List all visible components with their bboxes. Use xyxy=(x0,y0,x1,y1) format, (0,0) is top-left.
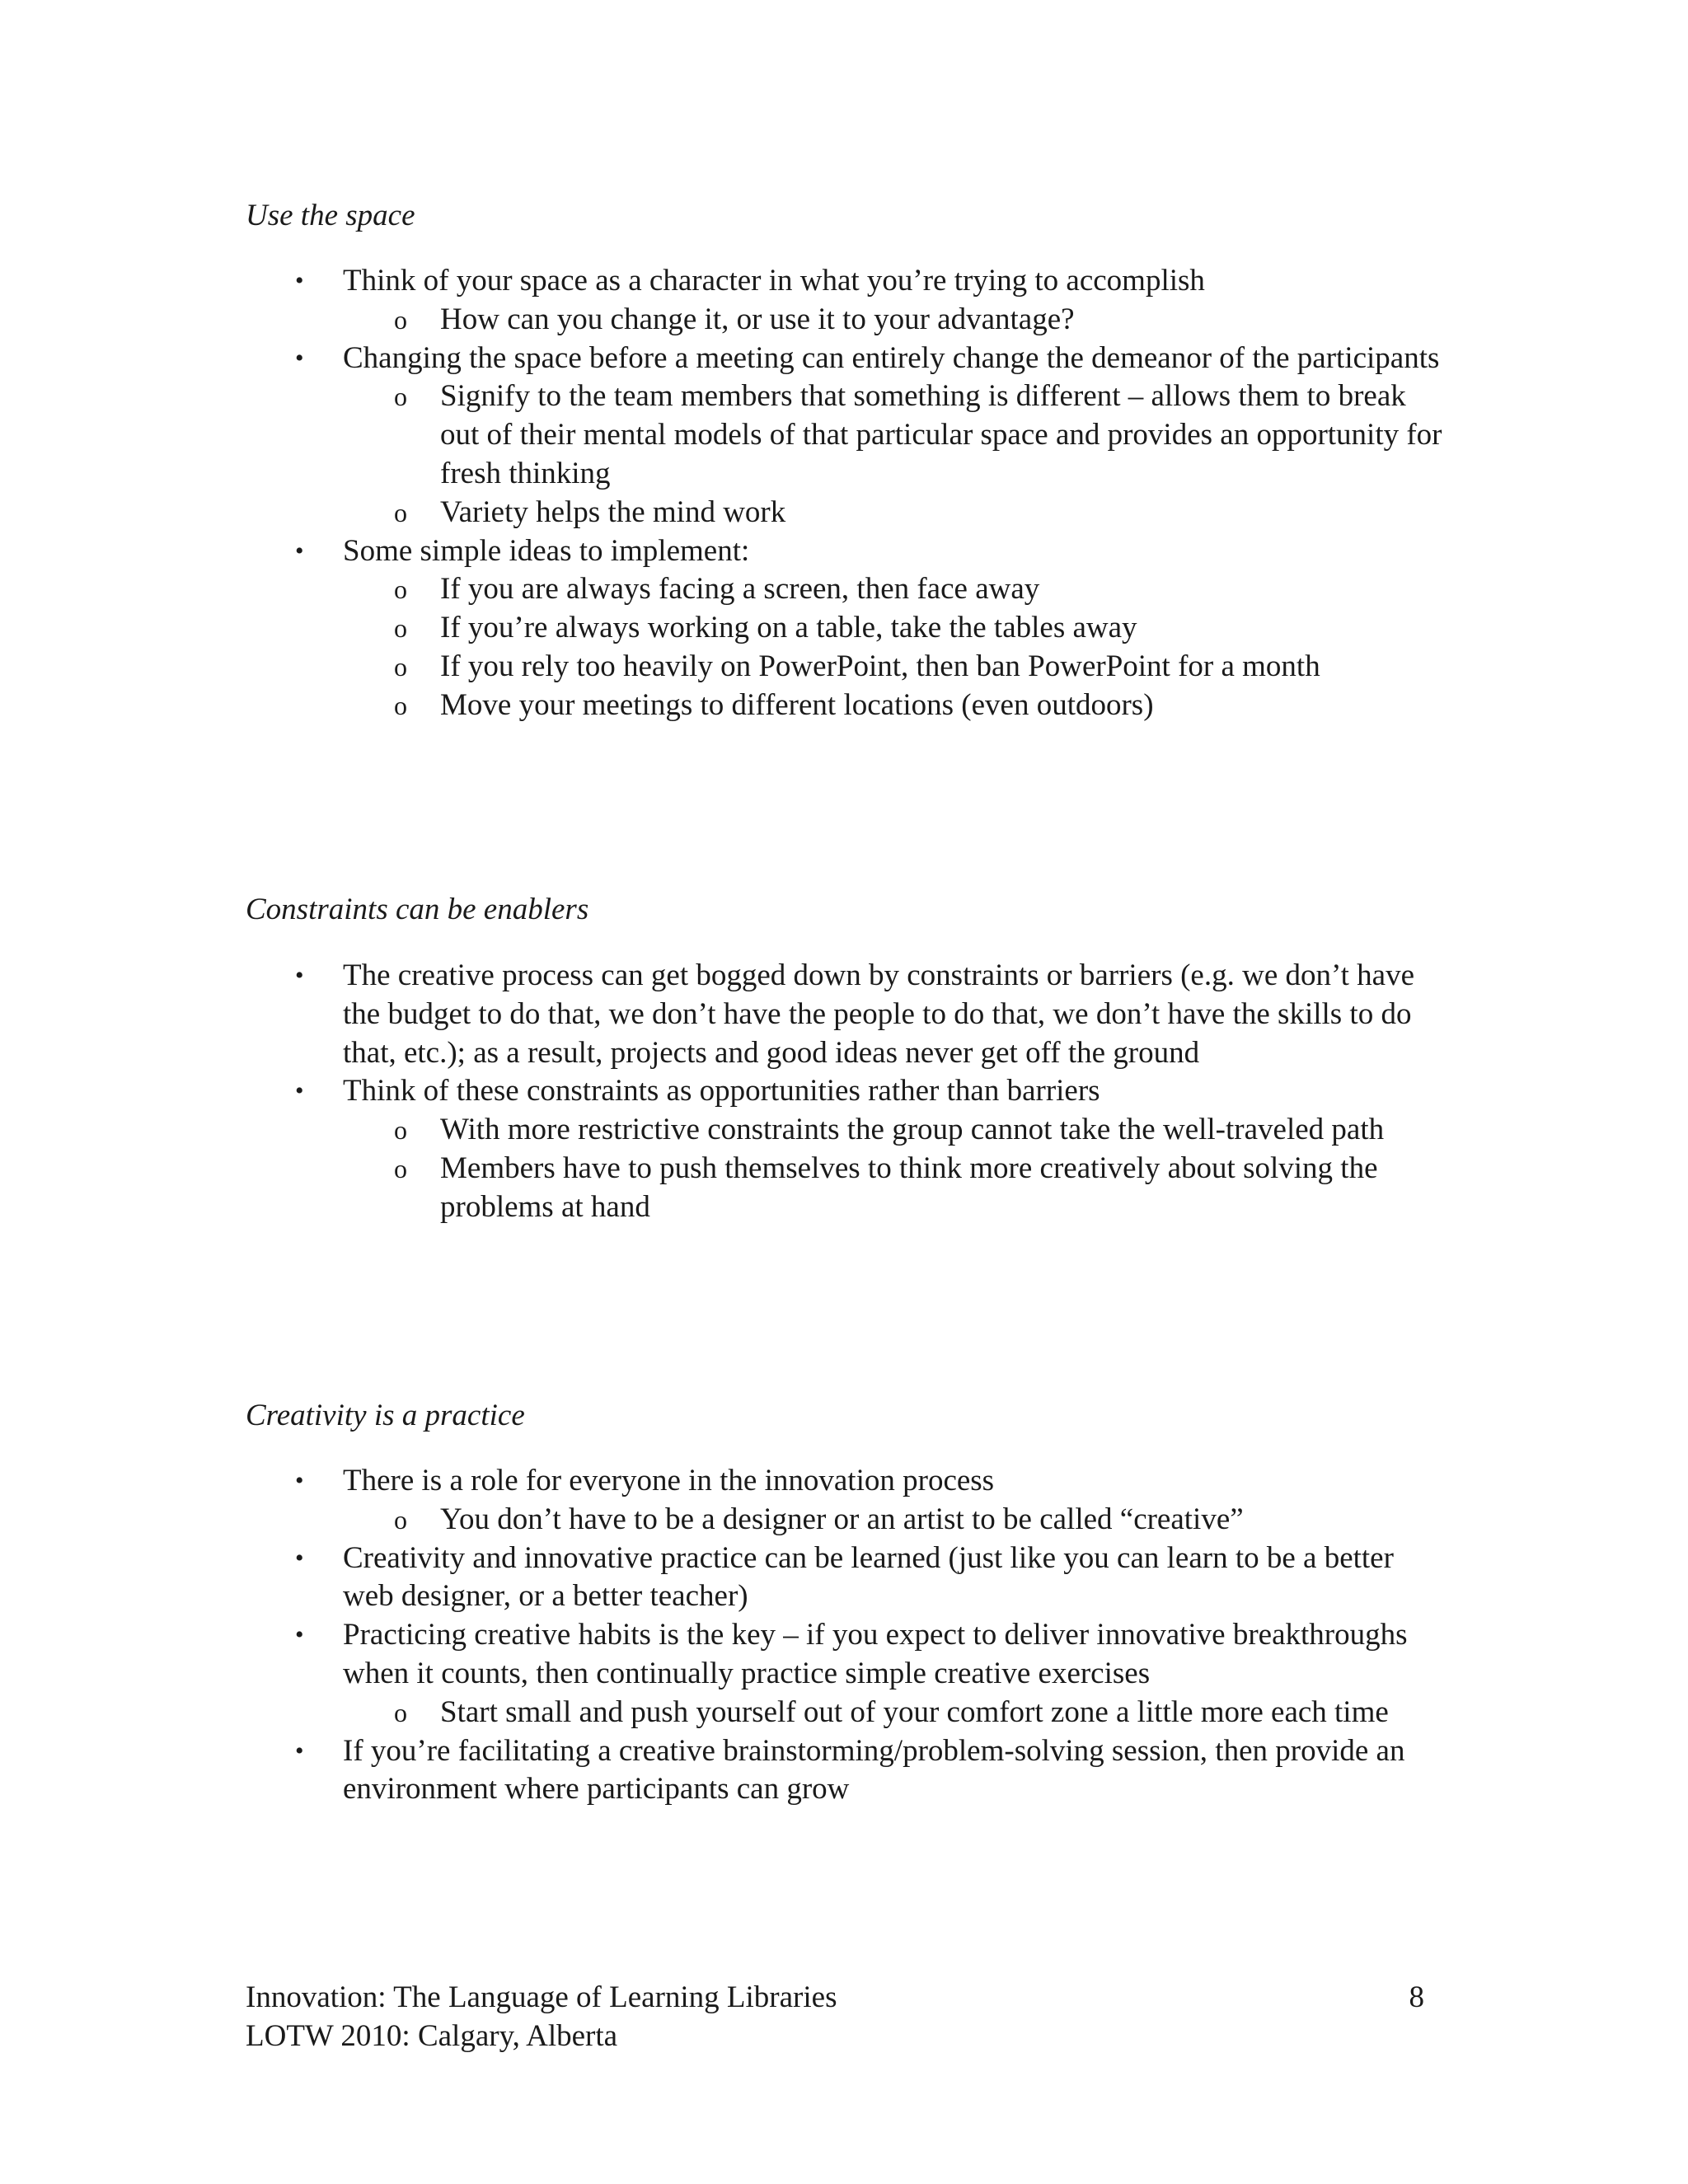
bullet-icon: • xyxy=(295,1544,304,1572)
bullet-icon: • xyxy=(295,1077,304,1105)
sub-list-item xyxy=(246,648,1449,687)
footer-title: Innovation: The Language of Learning Libraries xyxy=(246,1980,837,2014)
list-item-text: If you’re facilitating a creative brainstorming/problem-solving session, then provide an environment where participants can grow xyxy=(343,1733,1405,1807)
section-title-use-the-space: Use the space xyxy=(246,199,415,232)
circle-bullet-icon: o xyxy=(394,651,407,682)
sub-list-item xyxy=(246,1111,1449,1150)
list-item-text: Think of your space as a character in what you’re trying to accomplish xyxy=(343,264,1205,298)
circle-bullet-icon: o xyxy=(394,1115,407,1146)
circle-bullet-icon: o xyxy=(394,1697,407,1727)
circle-bullet-icon: o xyxy=(394,1504,407,1535)
footer-event: LOTW 2010: Calgary, Alberta xyxy=(246,2019,618,2053)
sub-list-item xyxy=(246,1694,1449,1732)
sub-list-item xyxy=(246,1501,1449,1540)
sub-list-item-text: Members have to push themselves to think more creatively about solving the problems at hand xyxy=(440,1151,1378,1224)
list-item-text: There is a role for everyone in the innovation process xyxy=(343,1464,995,1497)
sub-list-item-text: Variety helps the mind work xyxy=(440,494,786,529)
list-item xyxy=(246,340,1449,378)
bullet-icon: • xyxy=(295,1736,304,1765)
sub-list-item-text: Start small and push yourself out of your comfort zone a little more each time xyxy=(440,1694,1389,1729)
sub-list-item xyxy=(246,1150,1449,1227)
sub-list-item-text: If you’re always working on a table, take the tables away xyxy=(440,611,1137,645)
circle-bullet-icon: o xyxy=(394,497,407,527)
circle-bullet-icon: o xyxy=(394,613,407,644)
list-item-text: Practicing creative habits is the key – if you expect to deliver innovative breakthroughs when it counts, then continually practice simple creative exercises xyxy=(343,1618,1408,1690)
sub-list-item-text: How can you change it, or use it to your advantage? xyxy=(440,302,1075,336)
section-title-creativity-practice: Creativity is a practice xyxy=(246,1399,525,1432)
list-item-text: Creativity and innovative practice can be learned (just like you can learn to be a better web designer, or a better teacher) xyxy=(343,1540,1394,1614)
bullet-icon: • xyxy=(295,537,304,565)
list-item xyxy=(246,262,1449,301)
bullet-list-use-the-space xyxy=(246,262,1449,725)
circle-bullet-icon: o xyxy=(394,304,407,335)
sub-list-item xyxy=(246,377,1449,493)
list-item-text: Think of these constraints as opportunities rather than barriers xyxy=(343,1074,1100,1108)
sub-list-item-text: If you rely too heavily on PowerPoint, then ban PowerPoint for a month xyxy=(440,649,1320,683)
list-item-text: Some simple ideas to implement: xyxy=(343,533,750,568)
circle-bullet-icon: o xyxy=(394,382,407,412)
list-item-text: Changing the space before a meeting can entirely change the demeanor of the participants xyxy=(343,340,1440,375)
circle-bullet-icon: o xyxy=(394,690,407,720)
list-item xyxy=(246,1072,1449,1111)
bullet-list-creativity-practice xyxy=(246,1462,1449,1809)
sub-list-item-text: With more restrictive constraints the group cannot take the well-traveled path xyxy=(440,1113,1385,1147)
list-item xyxy=(246,532,1449,571)
list-item xyxy=(246,957,1449,1072)
sub-list-item-text: If you are always facing a screen, then face away xyxy=(440,572,1040,607)
list-item xyxy=(246,1616,1449,1694)
list-item xyxy=(246,1540,1449,1617)
sub-list-item-text: You don’t have to be a designer or an artist to be called “creative” xyxy=(440,1502,1244,1536)
bullet-icon: • xyxy=(295,1621,304,1649)
sub-list-item xyxy=(246,570,1449,609)
sub-list-item xyxy=(246,609,1449,648)
bullet-icon: • xyxy=(295,1467,304,1494)
sub-list-item xyxy=(246,687,1449,725)
bullet-icon: • xyxy=(295,962,304,989)
section-title-constraints: Constraints can be enablers xyxy=(246,893,589,926)
sub-list-item xyxy=(246,301,1449,340)
list-item-text: The creative process can get bogged down by constraints or barriers (e.g. we don’t have the budget to do that, we don’t have the people to do that, we don’t have the skills to do that, etc.); as a result, projects and good ideas never get off the ground xyxy=(343,958,1415,1070)
circle-bullet-icon: o xyxy=(394,1153,407,1183)
circle-bullet-icon: o xyxy=(394,574,407,605)
bullet-list-constraints xyxy=(246,957,1449,1227)
bullet-icon: • xyxy=(295,267,304,294)
list-item xyxy=(246,1732,1449,1810)
bullet-icon: • xyxy=(295,344,304,372)
list-item xyxy=(246,1462,1449,1501)
sub-list-item xyxy=(246,494,1449,532)
page-number: 8 xyxy=(1409,1980,1424,2014)
page-footer xyxy=(246,1978,1424,2055)
sub-list-item-text: Signify to the team members that something is different – allows them to break out of their mental models of that particular space and provides an opportunity for fresh thinking xyxy=(440,379,1442,490)
sub-list-item-text: Move your meetings to different locations (even outdoors) xyxy=(440,687,1154,722)
